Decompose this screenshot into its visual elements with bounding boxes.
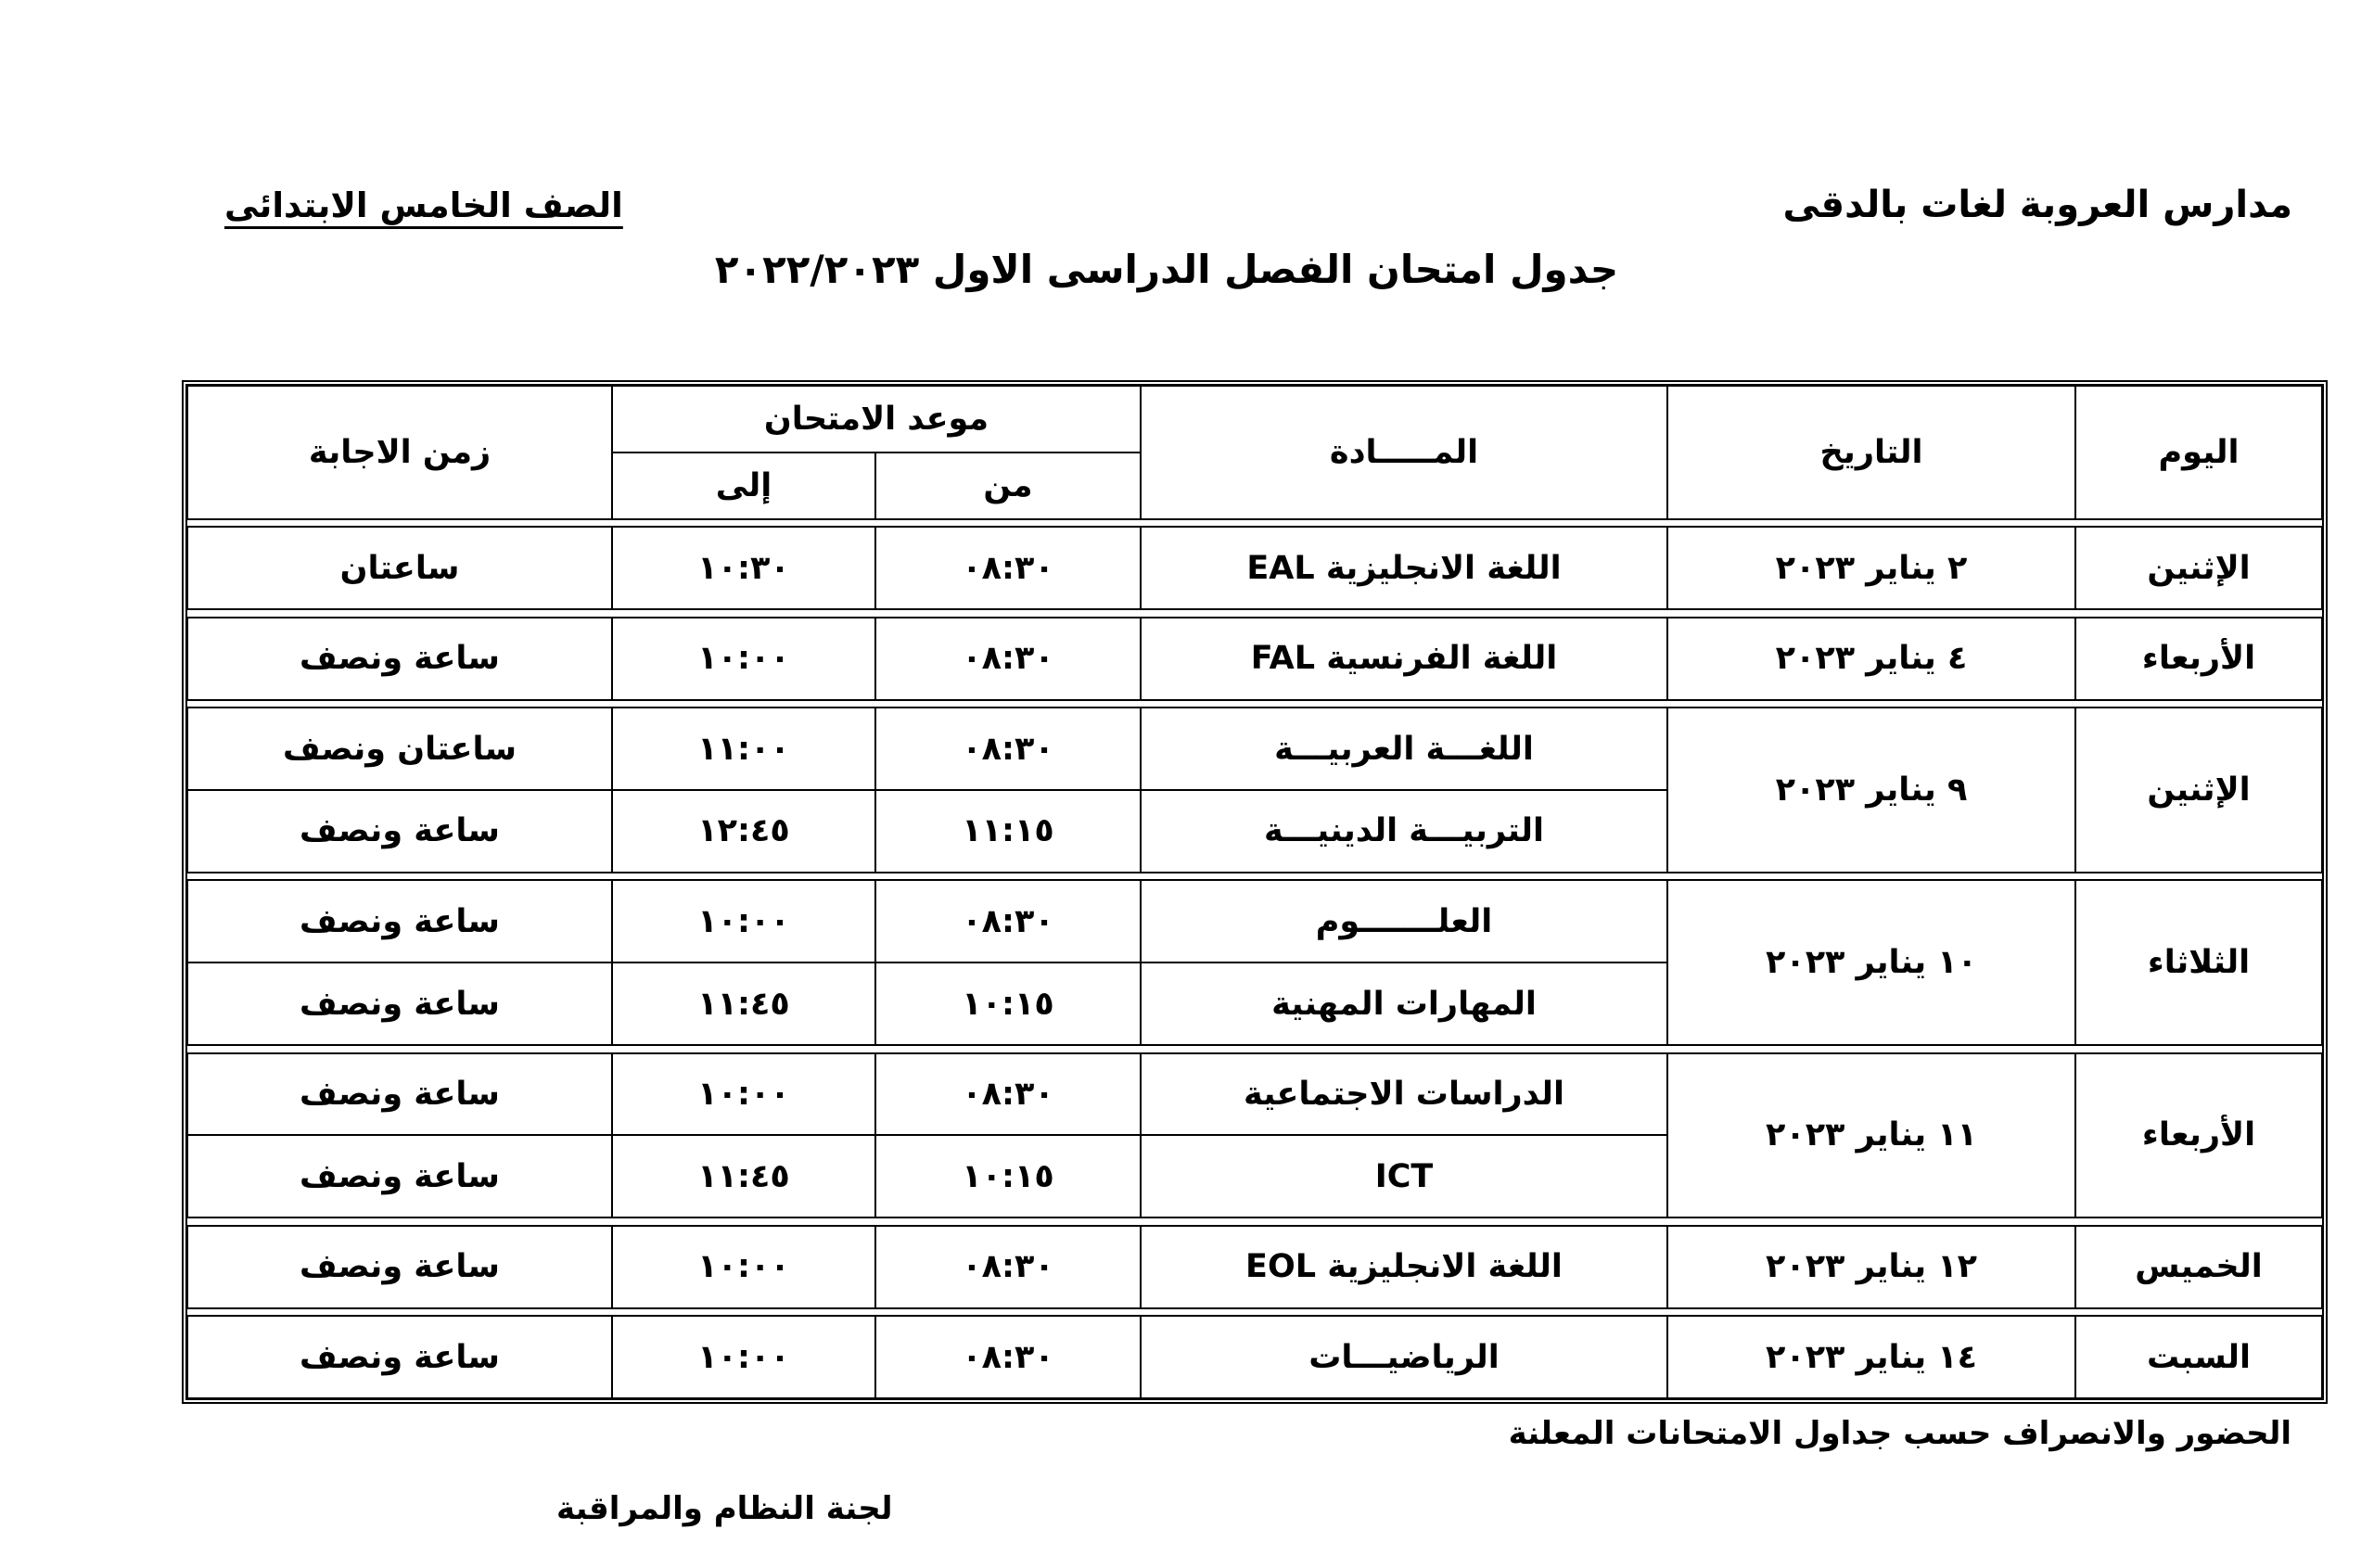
date-cell: ١٠ يناير ٢٠٢٣: [1667, 880, 2075, 1045]
school-name: مدارس العروبة لغات بالدقى: [1782, 184, 2292, 226]
from-time-cell: ٠٨:٣٠: [875, 880, 1141, 962]
page-title-text: جدول امتحان الفصل الدراسى الاول ٢٠٢٢/٢٠٢٣: [714, 247, 1619, 292]
to-time-cell: ١١:٤٥: [612, 962, 875, 1045]
date-cell: ١٢ يناير ٢٠٢٣: [1667, 1226, 2075, 1308]
table-row: [187, 1226, 2322, 1308]
committee-signature: لجنة النظام والمراقبة: [556, 1490, 893, 1527]
from-time-cell: ٠٨:٣٠: [875, 708, 1141, 790]
table-row: [187, 618, 2322, 700]
day-cell: الأربعاء: [2075, 618, 2322, 700]
to-time-cell: ١٠:٠٠: [612, 1053, 875, 1136]
to-time-cell: ١٠:٠٠: [612, 1226, 875, 1308]
duration-cell: ساعة ونصف: [187, 1135, 612, 1217]
subject-cell: اللغـــة العربيـــة: [1141, 708, 1667, 790]
day-cell: الإثنين: [2075, 527, 2322, 609]
to-time-cell: ١١:٠٠: [612, 708, 875, 790]
header-duration: زمن الاجابة: [187, 386, 612, 519]
from-time-cell: ١١:١٥: [875, 790, 1141, 873]
subject-cell: العلـــــــوم: [1141, 880, 1667, 962]
subject-cell: اللغة الفرنسية FAL: [1141, 618, 1667, 700]
subject-cell: اللغة الانجليزية EOL: [1141, 1226, 1667, 1308]
duration-cell: ساعة ونصف: [187, 790, 612, 873]
row-separator: [187, 609, 2322, 617]
date-cell: ٩ يناير ٢٠٢٣: [1667, 708, 2075, 873]
from-time-cell: ٠٨:٣٠: [875, 618, 1141, 700]
duration-cell: ساعة ونصف: [187, 618, 612, 700]
table-row: [187, 880, 2322, 962]
row-separator: [187, 1045, 2322, 1052]
from-time-cell: ١٠:١٥: [875, 962, 1141, 1045]
table-row: [187, 527, 2322, 609]
from-time-cell: ٠٨:٣٠: [875, 527, 1141, 609]
date-cell: ٤ يناير ٢٠٢٣: [1667, 618, 2075, 700]
duration-cell: ساعتان ونصف: [187, 708, 612, 790]
to-time-cell: ١٠:٣٠: [612, 527, 875, 609]
row-separator: [187, 1217, 2322, 1225]
row-separator: [187, 1308, 2322, 1316]
page-title: [0, 247, 2374, 292]
day-cell: الثلاثاء: [2075, 880, 2322, 1045]
row-separator: [187, 700, 2322, 708]
subject-cell: الدراسات الاجتماعية: [1141, 1053, 1667, 1136]
table-row: [187, 708, 2322, 790]
table-row: [187, 1053, 2322, 1136]
date-cell: ١٤ يناير ٢٠٢٣: [1667, 1316, 2075, 1398]
to-time-cell: ١٠:٠٠: [612, 1316, 875, 1398]
header-exam-time: موعد الامتحان: [612, 386, 1141, 453]
day-cell: الخميس: [2075, 1226, 2322, 1308]
header-to: إلى: [612, 453, 875, 519]
subject-cell: الرياضيـــات: [1141, 1316, 1667, 1398]
header-from: من: [875, 453, 1141, 519]
table-body: [187, 519, 2322, 1398]
duration-cell: ساعتان: [187, 527, 612, 609]
attendance-notice: الحضور والانصراف حسب جداول الامتحانات المعلنة: [1508, 1415, 2291, 1452]
day-cell: الأربعاء: [2075, 1053, 2322, 1218]
date-cell: ٢ يناير ٢٠٢٣: [1667, 527, 2075, 609]
to-time-cell: ١٢:٤٥: [612, 790, 875, 873]
row-separator: [187, 873, 2322, 880]
header-date: التاريخ: [1667, 386, 2075, 519]
date-cell: ١١ يناير ٢٠٢٣: [1667, 1053, 2075, 1218]
to-time-cell: ١٠:٠٠: [612, 618, 875, 700]
subject-cell: المهارات المهنية: [1141, 962, 1667, 1045]
day-cell: السبت: [2075, 1316, 2322, 1398]
duration-cell: ساعة ونصف: [187, 1053, 612, 1136]
header-day: اليوم: [2075, 386, 2322, 519]
table-row: [187, 1316, 2322, 1398]
duration-cell: ساعة ونصف: [187, 1226, 612, 1308]
exam-schedule-table: [182, 380, 2328, 1404]
to-time-cell: ١٠:٠٠: [612, 880, 875, 962]
header-subject: المـــــادة: [1141, 386, 1667, 519]
day-cell: الإثنين: [2075, 708, 2322, 873]
to-time-cell: ١١:٤٥: [612, 1135, 875, 1217]
subject-cell: ICT: [1141, 1135, 1667, 1217]
from-time-cell: ١٠:١٥: [875, 1135, 1141, 1217]
from-time-cell: ٠٨:٣٠: [875, 1316, 1141, 1398]
duration-cell: ساعة ونصف: [187, 880, 612, 962]
subject-cell: التربيـــة الدينيـــة: [1141, 790, 1667, 873]
duration-cell: ساعة ونصف: [187, 1316, 612, 1398]
from-time-cell: ٠٨:٣٠: [875, 1053, 1141, 1136]
duration-cell: ساعة ونصف: [187, 962, 612, 1045]
subject-cell: اللغة الانجليزية EAL: [1141, 527, 1667, 609]
from-time-cell: ٠٨:٣٠: [875, 1226, 1141, 1308]
row-separator: [187, 519, 2322, 527]
grade-label: الصف الخامس الابتدائى: [224, 185, 623, 225]
